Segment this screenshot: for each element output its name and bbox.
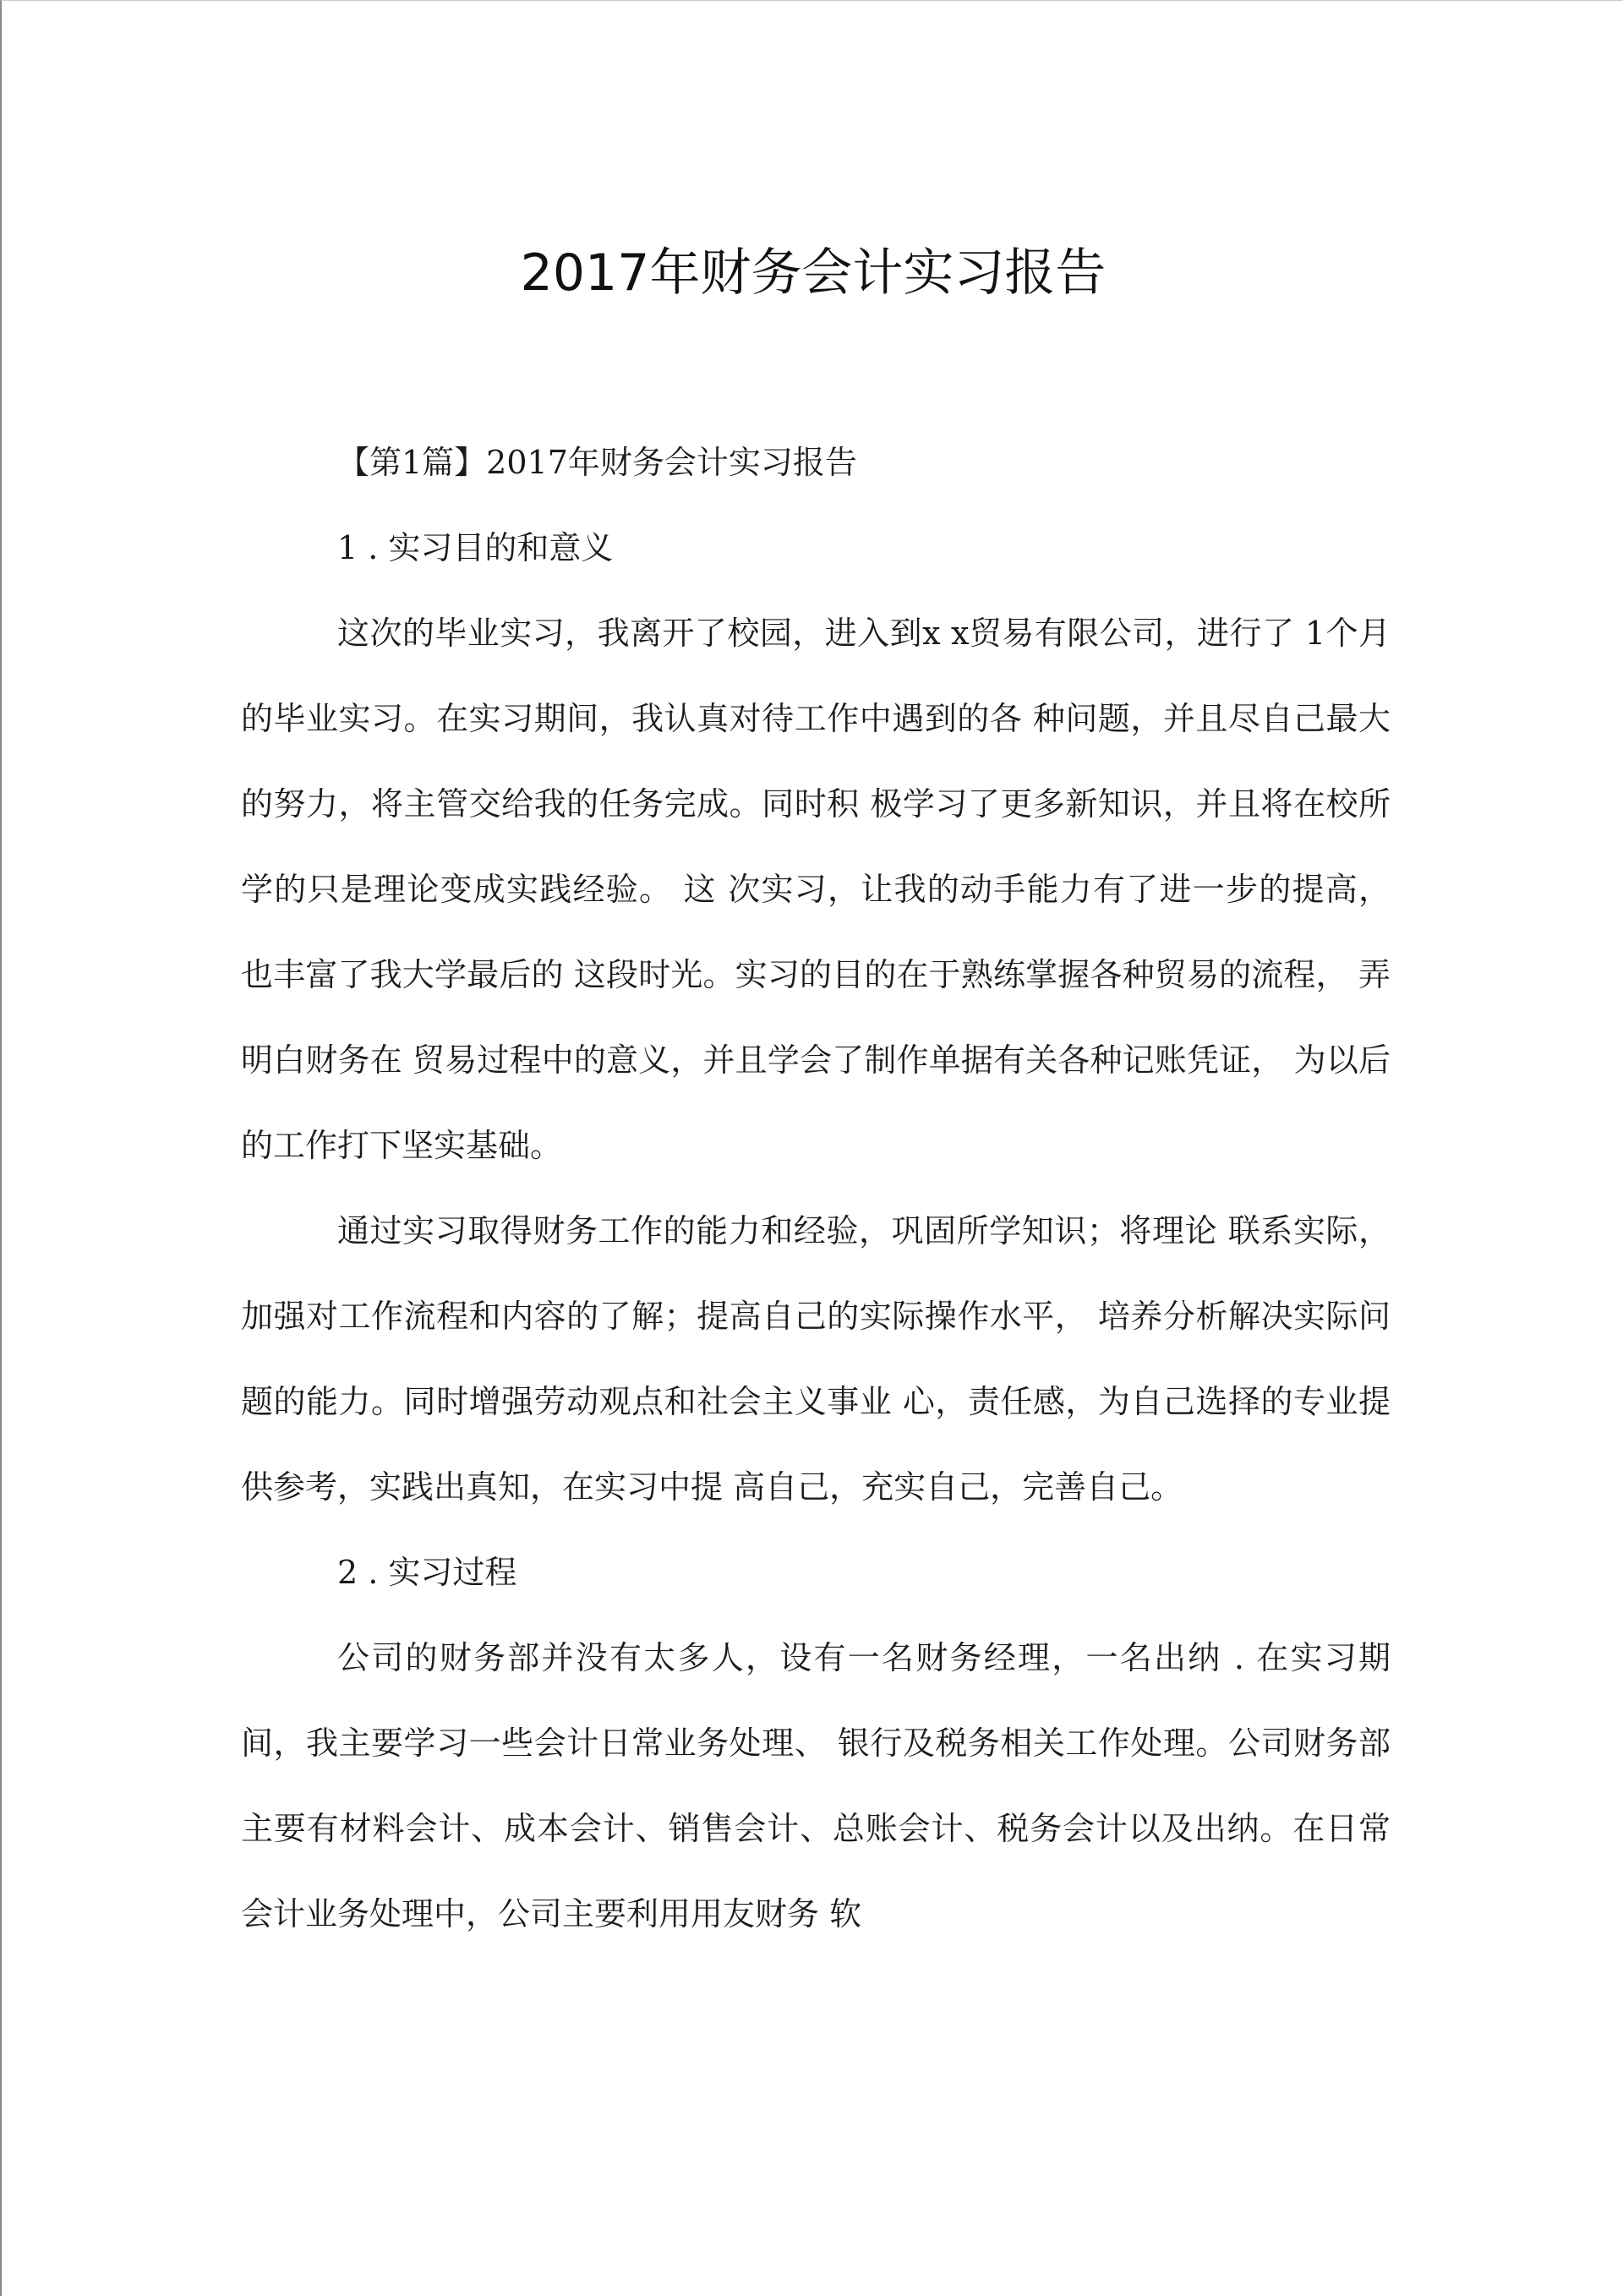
paragraph-internship-summary: 这次的毕业实习，我离开了校园，进入到x x贸易有限公司，进行了 1个月的毕业实习。在实习期间，我认真对待工作中遇到的各 种问题，并且尽自己最大的努力，将主管交给我的任务完成。同时积 极学习了更多新知识，并且将在校所学的只是理论变成实践经验。 这 次实习，让我的动手能力有了进一步的提高， 也丰富了我大学最后的 这段时光。实习的目的在于熟练掌握各种贸易的流程， 弄明白财务在 贸易过程中的意义，并且学会了制作单据有关各种记账凭证， 为以后 的工作打下坚实基础。	[241, 615, 1391, 1164]
paragraph-finance-department: 公司的财务部并没有太多人，设有一名财务经理，一名出纳 . 在实习期间，我主要学习一些会计日常业务处理、 银行及税务相关工作处理。公司财务部主要有材料会计、成本会计、销售会计、总账会计、税务会计以及出纳。在日常会计业务处理中，公司主要利用用友财务 软	[241, 1639, 1391, 1932]
document-body	[241, 420, 1391, 1957]
section-heading-process: 2 . 实习过程	[337, 1554, 517, 1591]
document-title: 2017年财务会计实习报告	[520, 243, 1107, 303]
paragraph-internship-goals: 通过实习取得财务工作的能力和经验，巩固所学知识；将理论 联系实际，加强对工作流程和内容的了解；提高自己的实际操作水平， 培养分析解决实际问题的能力。同时增强劳动观点和社会主义事业 心，责任感，为自己选择的专业提供参考，实践出真知，在实习中提 高自己，充实自己，完善自己。	[241, 1212, 1391, 1506]
section-heading-purpose: 1 . 实习目的和意义	[337, 529, 614, 566]
article-heading: 【第1篇】2017年财务会计实习报告	[337, 444, 857, 481]
